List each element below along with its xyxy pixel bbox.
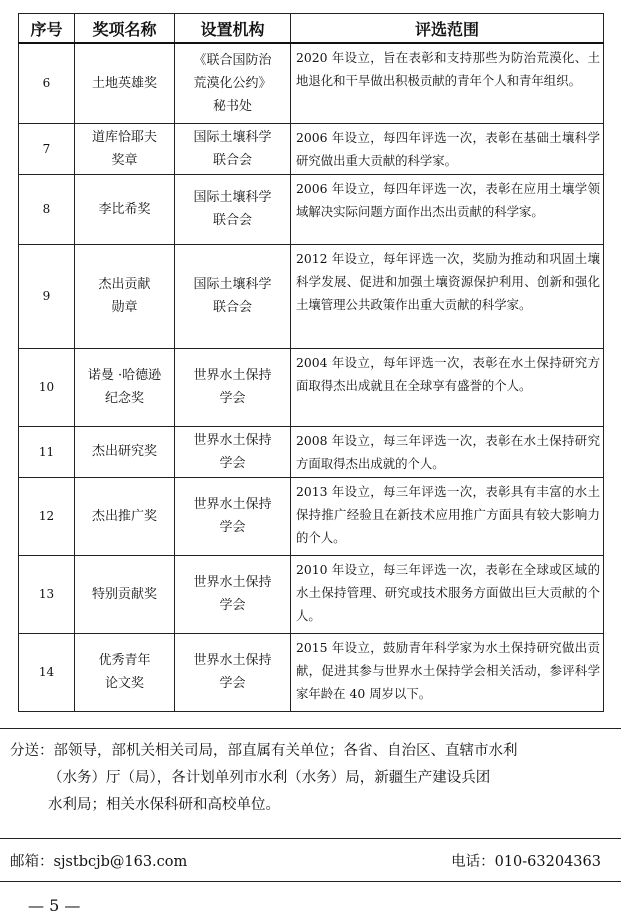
award-name-cell xyxy=(75,123,175,174)
scope-cell: 2008 年设立，每三年评选一次，表彰在水土保持研究方面取得杰出成就的个人。 xyxy=(291,426,604,477)
scope-cell: 2020 年设立，旨在表彰和支持那些为防治荒漠化、土地退化和干旱做出积极贡献的青年个人和青年组织。 xyxy=(291,43,604,123)
scope-cell: 2006 年设立，每四年评选一次，表彰在应用土壤学领域解决实际问题方面作出杰出贡献的科学家。 xyxy=(291,174,604,244)
divider xyxy=(0,728,621,729)
table-header-row xyxy=(19,14,604,44)
organization-line: 世界水土保持 xyxy=(193,432,272,448)
row-index: 7 xyxy=(19,123,75,174)
organization-cell xyxy=(175,426,291,477)
scope-cell: 2012 年设立，每年评选一次，奖励为推动和巩固土壤科学发展、促进和加强土壤资源保护利用、创新和强化土壤管理公共政策作出重大贡献的科学家。 xyxy=(291,244,604,348)
organization-line: 秘书处 xyxy=(212,98,252,114)
header-award-name: 奖项名称 xyxy=(75,14,175,44)
row-index: 14 xyxy=(19,633,75,711)
award-name-line: 土地英雄奖 xyxy=(91,75,157,91)
divider xyxy=(0,881,621,882)
row-index: 8 xyxy=(19,174,75,244)
awards-table xyxy=(18,13,604,712)
award-name-cell xyxy=(75,633,175,711)
award-name-line: 杰出贡献 xyxy=(98,277,151,292)
organization-line: 学会 xyxy=(219,676,246,691)
row-index: 6 xyxy=(19,43,75,123)
organization-cell xyxy=(175,633,291,711)
scope-cell: 2013 年设立，每三年评选一次，表彰具有丰富的水土保持推广经验且在新技术应用推广方面具有较大影响力的个人。 xyxy=(291,477,604,555)
table-row xyxy=(19,43,604,123)
organization-line: 学会 xyxy=(219,598,246,613)
organization-line: 《联合国防治 xyxy=(193,52,272,68)
table-row xyxy=(19,348,604,426)
table-row xyxy=(19,244,604,348)
organization-cell xyxy=(175,174,291,244)
scope-cell: 2004 年设立，每年评选一次，表彰在水土保持研究方面取得杰出成就且在全球享有盛誉的个人。 xyxy=(291,348,604,426)
scope-cell: 2010 年设立，每三年评选一次，表彰在全球或区域的水土保持管理、研究或技术服务方面做出巨大贡献的个人。 xyxy=(291,555,604,633)
table-row xyxy=(19,477,604,555)
organization-line: 国际土壤科学 xyxy=(193,190,272,205)
scope-cell: 2015 年设立，鼓励青年科学家为水土保持研究做出贡献，促进其参与世界水土保持学会相关活动，参评科学家年龄在 40 周岁以下。 xyxy=(291,633,604,711)
phone-number: 010-63204363 xyxy=(494,854,601,870)
organization-cell xyxy=(175,477,291,555)
organization-cell xyxy=(175,348,291,426)
organization-cell xyxy=(175,555,291,633)
organization-line: 世界水土保持 xyxy=(193,575,272,590)
distribution-line: 分送：部领导，部机关相关司局，部直属有关单位；各省、自治区、直辖市水利 xyxy=(10,743,518,759)
award-name-line: 纪念奖 xyxy=(104,391,144,406)
award-name-cell xyxy=(75,348,175,426)
organization-line: 学会 xyxy=(219,391,246,406)
award-name-cell xyxy=(75,477,175,555)
award-name-line: 勋章 xyxy=(111,300,138,315)
award-name-line: 诺曼 ·哈德逊 xyxy=(87,368,162,383)
organization-line: 世界水土保持 xyxy=(193,653,272,668)
email-line xyxy=(10,850,187,871)
organization-line: 学会 xyxy=(219,520,246,535)
organization-line: 联合会 xyxy=(212,152,252,168)
award-name-line: 杰出推广奖 xyxy=(91,508,157,524)
divider xyxy=(0,838,621,839)
award-name-line: 优秀青年 xyxy=(98,653,151,668)
award-name-cell xyxy=(75,43,175,123)
row-index: 9 xyxy=(19,244,75,348)
header-organization: 设置机构 xyxy=(175,14,291,44)
distribution-line: （水务）厅（局），各计划单列市水利（水务）局，新疆生产建设兵团 xyxy=(48,770,491,786)
email-address: sjstbcjb@163.com xyxy=(53,854,188,870)
organization-cell xyxy=(175,123,291,174)
organization-line: 学会 xyxy=(219,455,246,471)
table-row xyxy=(19,633,604,711)
row-index: 12 xyxy=(19,477,75,555)
award-name-cell xyxy=(75,244,175,348)
scope-cell: 2006 年设立，每四年评选一次，表彰在基础土壤科学研究做出重大贡献的科学家。 xyxy=(291,123,604,174)
award-name-line: 奖章 xyxy=(111,152,138,168)
distribution-list xyxy=(10,738,608,819)
table-row xyxy=(19,426,604,477)
award-name-line: 特别贡献奖 xyxy=(91,586,157,602)
organization-line: 世界水土保持 xyxy=(193,368,272,383)
organization-line: 联合会 xyxy=(212,300,252,315)
award-name-line: 道库恰耶夫 xyxy=(91,129,157,145)
organization-line: 联合会 xyxy=(212,213,252,228)
row-index: 11 xyxy=(19,426,75,477)
row-index: 13 xyxy=(19,555,75,633)
header-index: 序号 xyxy=(19,14,75,44)
award-name-cell xyxy=(75,426,175,477)
organization-line: 荒漠化公约》 xyxy=(193,75,272,91)
award-name-line: 论文奖 xyxy=(104,676,144,691)
phone-label: 电话： xyxy=(451,854,495,870)
award-name-cell xyxy=(75,555,175,633)
organization-cell xyxy=(175,43,291,123)
page-number: — 5 — xyxy=(28,896,81,915)
table-row xyxy=(19,555,604,633)
email-label: 邮箱： xyxy=(10,854,54,870)
row-index: 10 xyxy=(19,348,75,426)
award-name-line: 杰出研究奖 xyxy=(91,444,157,459)
organization-line: 国际土壤科学 xyxy=(193,129,272,145)
organization-line: 世界水土保持 xyxy=(193,497,272,512)
table-row xyxy=(19,123,604,174)
award-name-line: 李比希奖 xyxy=(98,201,151,217)
organization-cell xyxy=(175,244,291,348)
organization-line: 国际土壤科学 xyxy=(193,277,272,292)
distribution-line: 水利局；相关水保科研和高校单位。 xyxy=(48,797,280,813)
table-row xyxy=(19,174,604,244)
phone-line xyxy=(451,850,601,871)
header-scope: 评选范围 xyxy=(291,14,604,44)
award-name-cell xyxy=(75,174,175,244)
